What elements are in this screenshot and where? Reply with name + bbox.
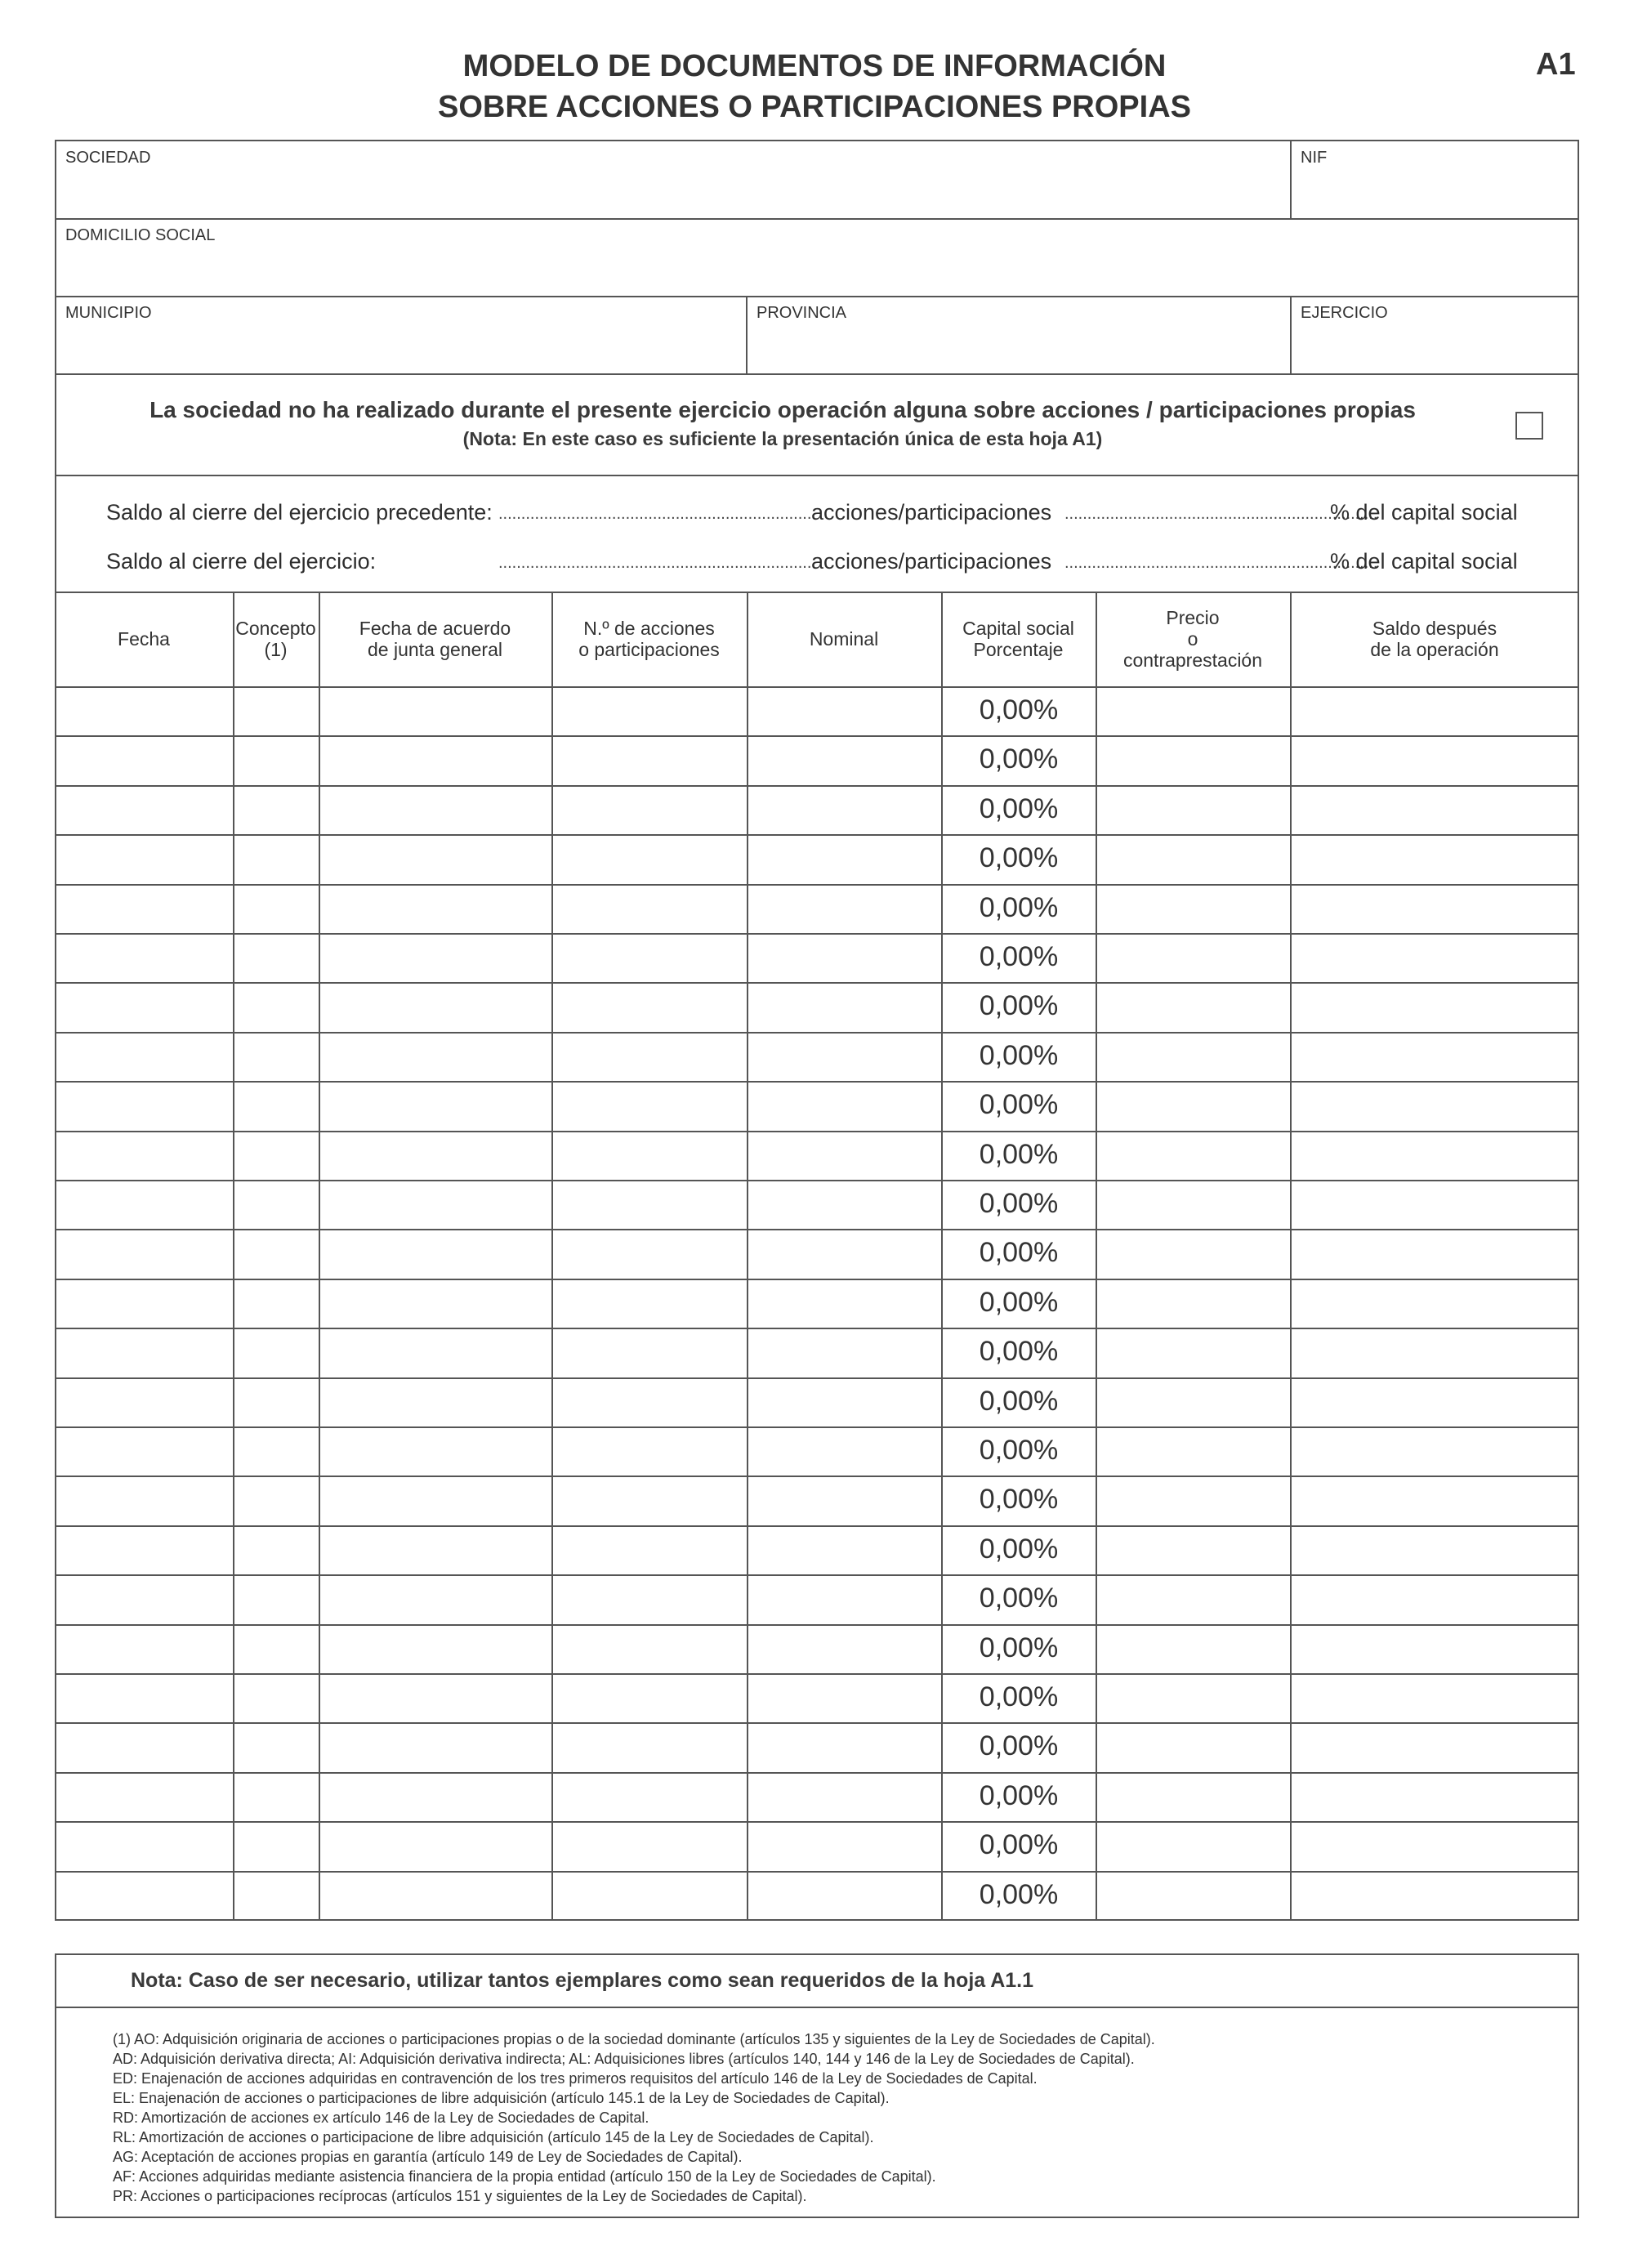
table-cell[interactable]: [554, 689, 744, 733]
table-cell[interactable]: [1098, 1380, 1288, 1424]
divider: [1290, 296, 1292, 375]
table-cell[interactable]: [1098, 738, 1288, 782]
saldo-prev-units: acciones/participaciones: [811, 500, 1052, 525]
table-cell[interactable]: [1098, 1577, 1288, 1621]
table-cell[interactable]: [749, 1528, 939, 1572]
column-header: [233, 592, 319, 686]
table-cell[interactable]: [235, 1528, 316, 1572]
capital-percentage-cell: 0,00%: [979, 842, 1059, 873]
legend-line: (1) AO: Adquisición originaria de acciones o participaciones propias o de la sociedad dominante (artículos 135 y siguientes de la Ley de Sociedades de Capital).: [113, 2031, 1155, 2047]
table-cell[interactable]: [1292, 837, 1577, 881]
saldo-prev-pct-value[interactable]: .....................................................................: [1064, 505, 1378, 523]
table-cell[interactable]: [321, 1429, 549, 1473]
column-header-line: Concepto: [235, 618, 316, 639]
row-divider: [55, 1279, 1579, 1280]
table-cell[interactable]: [1098, 886, 1288, 931]
capital-percentage-cell: 0,00%: [979, 743, 1059, 775]
row-divider: [55, 834, 1579, 836]
table-cell[interactable]: [321, 738, 549, 782]
column-header-line: Fecha: [118, 628, 170, 650]
capital-percentage-cell: 0,00%: [979, 1632, 1059, 1663]
table-cell[interactable]: [321, 1083, 549, 1127]
table-cell[interactable]: [321, 1133, 549, 1177]
table-cell[interactable]: [554, 1281, 744, 1325]
table-cell[interactable]: [1292, 1676, 1577, 1720]
table-cell[interactable]: [554, 1725, 744, 1769]
table-cell[interactable]: [57, 738, 230, 782]
row-divider: [55, 1180, 1579, 1181]
table-cell[interactable]: [57, 1676, 230, 1720]
table-cell[interactable]: [749, 1083, 939, 1127]
table-cell[interactable]: [1292, 1182, 1577, 1226]
table-cell[interactable]: [57, 837, 230, 881]
table-cell[interactable]: [749, 1330, 939, 1374]
table-cell[interactable]: [749, 1034, 939, 1078]
column-header: [55, 592, 233, 686]
table-cell[interactable]: [321, 689, 549, 733]
saldo-curr-value[interactable]: .....................................................................: [498, 554, 812, 572]
provincia-field[interactable]: PROVINCIA: [756, 304, 847, 322]
table-cell[interactable]: [749, 1429, 939, 1473]
table-cell[interactable]: [749, 1627, 939, 1671]
saldo-curr-pct-label: % del capital social: [1330, 549, 1518, 574]
table-cell[interactable]: [235, 1824, 316, 1868]
row-divider: [55, 1722, 1579, 1724]
saldo-prev-value[interactable]: .....................................................................: [498, 505, 812, 523]
table-cell[interactable]: [1292, 738, 1577, 782]
column-header-line: Saldo después: [1372, 618, 1497, 639]
title-line-2: SOBRE ACCIONES O PARTICIPACIONES PROPIAS: [438, 90, 1191, 124]
title-line-1: MODELO DE DOCUMENTOS DE INFORMACIÓN: [462, 49, 1167, 83]
table-cell[interactable]: [57, 1182, 230, 1226]
page-title: [0, 46, 1629, 127]
table-cell[interactable]: [1292, 1083, 1577, 1127]
capital-percentage-cell: 0,00%: [979, 1583, 1059, 1614]
column-divider: [233, 592, 234, 1920]
row-divider: [55, 1574, 1579, 1576]
table-cell[interactable]: [235, 738, 316, 782]
row-divider: [55, 1525, 1579, 1527]
table-cell[interactable]: [554, 1429, 744, 1473]
table-cell[interactable]: [235, 1281, 316, 1325]
saldo-curr-label: Saldo al cierre del ejercicio:: [106, 549, 377, 574]
table-cell[interactable]: [554, 1775, 744, 1819]
table-cell[interactable]: [235, 1182, 316, 1226]
table-cell[interactable]: [554, 1873, 744, 1918]
table-cell[interactable]: [235, 689, 316, 733]
table-cell[interactable]: [235, 1577, 316, 1621]
capital-percentage-cell: 0,00%: [979, 1188, 1059, 1219]
table-cell[interactable]: [57, 1429, 230, 1473]
table-cell[interactable]: [235, 1429, 316, 1473]
column-header-line: o: [1187, 628, 1198, 650]
table-cell[interactable]: [321, 984, 549, 1029]
table-cell[interactable]: [1292, 935, 1577, 980]
row-divider: [55, 1673, 1579, 1675]
table-cell[interactable]: [749, 1281, 939, 1325]
table-cell[interactable]: [1292, 788, 1577, 832]
table-cell[interactable]: [57, 1034, 230, 1078]
column-header: [941, 592, 1096, 686]
table-cell[interactable]: [235, 1034, 316, 1078]
row-divider: [55, 1081, 1579, 1083]
table-cell[interactable]: [235, 1775, 316, 1819]
table-cell[interactable]: [1292, 1478, 1577, 1522]
column-header-line: o participaciones: [578, 639, 720, 660]
row-divider: [55, 785, 1579, 787]
row-divider: [55, 1821, 1579, 1823]
table-cell[interactable]: [1292, 1429, 1577, 1473]
table-cell[interactable]: [235, 1873, 316, 1918]
column-header-line: de la operación: [1370, 639, 1499, 660]
capital-percentage-cell: 0,00%: [979, 941, 1059, 972]
column-divider: [551, 592, 553, 1920]
row-divider: [55, 884, 1579, 886]
table-cell[interactable]: [235, 837, 316, 881]
capital-percentage-cell: 0,00%: [979, 1139, 1059, 1170]
table-cell[interactable]: [1098, 1231, 1288, 1275]
table-cell[interactable]: [749, 837, 939, 881]
table-cell[interactable]: [57, 1231, 230, 1275]
table-cell[interactable]: [1292, 886, 1577, 931]
row-divider: [55, 1871, 1579, 1873]
table-cell[interactable]: [1098, 1676, 1288, 1720]
table-cell[interactable]: [321, 1873, 549, 1918]
footer-note: Nota: Caso de ser necesario, utilizar tantos ejemplares como sean requeridos de la hoja A1.1: [131, 1969, 1034, 1992]
capital-percentage-cell: 0,00%: [979, 1484, 1059, 1515]
table-cell[interactable]: [1098, 1429, 1288, 1473]
table-cell[interactable]: [554, 935, 744, 980]
legend-line: RL: Amortización de acciones o participacione de libre adquisición (artículo 145 de la Ley de Sociedades de Capital).: [113, 2129, 874, 2145]
table-cell[interactable]: [749, 738, 939, 782]
divider: [55, 296, 1579, 297]
table-cell[interactable]: [554, 886, 744, 931]
table-cell[interactable]: [1292, 1281, 1577, 1325]
table-cell[interactable]: [57, 1281, 230, 1325]
column-header-line: Fecha de acuerdo: [359, 618, 511, 639]
legend-line: ED: Enajenación de acciones adquiridas en contravención de los tres primeros requisitos del artículo 146 de la Ley de Sociedades de Capital.: [113, 2070, 1038, 2087]
table-cell[interactable]: [235, 1231, 316, 1275]
table-cell[interactable]: [1098, 1281, 1288, 1325]
table-cell[interactable]: [57, 1380, 230, 1424]
table-cell[interactable]: [1098, 1873, 1288, 1918]
table-cell[interactable]: [235, 1676, 316, 1720]
declaration-text: La sociedad no ha realizado durante el presente ejercicio operación alguna sobre acciones / participaciones propias: [150, 397, 1416, 422]
ejercicio-field[interactable]: EJERCICIO: [1301, 304, 1388, 322]
table-cell[interactable]: [749, 886, 939, 931]
column-header-line: (1): [264, 639, 288, 660]
legend-line: EL: Enajenación de acciones o participaciones de libre adquisición (artículo 145.1 de la Ley de Sociedades de Capital).: [113, 2090, 890, 2106]
table-cell[interactable]: [749, 1133, 939, 1177]
capital-percentage-cell: 0,00%: [979, 1336, 1059, 1367]
table-cell[interactable]: [554, 1083, 744, 1127]
column-header-line: Precio: [1166, 607, 1220, 628]
table-cell[interactable]: [57, 1627, 230, 1671]
table-cell[interactable]: [1098, 1725, 1288, 1769]
table-cell[interactable]: [554, 1627, 744, 1671]
table-cell[interactable]: [554, 1577, 744, 1621]
legend-line: AD: Adquisición derivativa directa; AI: Adquisición derivativa indirecta; AL: Adquisiciones libres (artículos 140, 144 y 146 de la Ley de Sociedades de Capital).: [113, 2051, 1135, 2067]
table-cell[interactable]: [749, 1775, 939, 1819]
capital-percentage-cell: 0,00%: [979, 1780, 1059, 1811]
table-cell[interactable]: [1098, 837, 1288, 881]
table-cell[interactable]: [321, 1627, 549, 1671]
table-cell[interactable]: [554, 1034, 744, 1078]
table-cell[interactable]: [235, 1478, 316, 1522]
table-cell[interactable]: [57, 1577, 230, 1621]
table-cell[interactable]: [321, 1231, 549, 1275]
table-cell[interactable]: [554, 1824, 744, 1868]
table-cell[interactable]: [1098, 1182, 1288, 1226]
capital-percentage-cell: 0,00%: [979, 694, 1059, 725]
column-header-line: Nominal: [809, 628, 879, 650]
row-divider: [55, 735, 1579, 737]
table-cell[interactable]: [235, 886, 316, 931]
column-header: [319, 592, 551, 686]
table-cell[interactable]: [321, 837, 549, 881]
table-cell[interactable]: [321, 1380, 549, 1424]
capital-percentage-cell: 0,00%: [979, 1829, 1059, 1860]
table-cell[interactable]: [1292, 689, 1577, 733]
table-cell[interactable]: [1098, 1083, 1288, 1127]
legend-line: AF: Acciones adquiridas mediante asistencia financiera de la propia entidad (artículo 150 de la Ley de Sociedades de Capital).: [113, 2168, 936, 2185]
divider: [55, 2007, 1579, 2008]
row-divider: [55, 1131, 1579, 1132]
table-cell[interactable]: [1098, 1330, 1288, 1374]
table-cell[interactable]: [321, 1034, 549, 1078]
table-cell[interactable]: [749, 1676, 939, 1720]
table-cell[interactable]: [1098, 935, 1288, 980]
row-divider: [55, 1772, 1579, 1774]
municipio-field[interactable]: MUNICIPIO: [65, 304, 152, 322]
saldo-prev-pct-label: % del capital social: [1330, 500, 1518, 525]
row-divider: [55, 1476, 1579, 1477]
table-cell[interactable]: [749, 689, 939, 733]
column-header: [747, 592, 941, 686]
table-cell[interactable]: [235, 935, 316, 980]
column-header: [1290, 592, 1579, 686]
divider: [746, 296, 748, 375]
identification-box: [55, 140, 1579, 375]
table-cell[interactable]: [554, 837, 744, 881]
table-cell[interactable]: [321, 788, 549, 832]
table-cell[interactable]: [749, 788, 939, 832]
column-divider: [1290, 592, 1292, 1920]
table-cell[interactable]: [1292, 1330, 1577, 1374]
table-cell[interactable]: [1098, 1133, 1288, 1177]
table-cell[interactable]: [57, 1330, 230, 1374]
no-operations-checkbox[interactable]: [1515, 412, 1543, 440]
table-cell[interactable]: [1292, 1873, 1577, 1918]
table-cell[interactable]: [749, 935, 939, 980]
table-cell[interactable]: [1292, 1380, 1577, 1424]
table-cell[interactable]: [554, 1380, 744, 1424]
table-cell[interactable]: [554, 738, 744, 782]
table-cell[interactable]: [57, 1775, 230, 1819]
table-cell[interactable]: [749, 1380, 939, 1424]
capital-percentage-cell: 0,00%: [979, 1534, 1059, 1565]
table-cell[interactable]: [749, 1873, 939, 1918]
table-cell[interactable]: [321, 1775, 549, 1819]
column-header-line: Porcentaje: [973, 639, 1064, 660]
legend-line: RD: Amortización de acciones ex artículo 146 de la Ley de Sociedades de Capital.: [113, 2110, 649, 2126]
table-cell[interactable]: [235, 984, 316, 1029]
table-cell[interactable]: [1292, 1577, 1577, 1621]
table-cell[interactable]: [235, 1133, 316, 1177]
column-header: [1096, 592, 1290, 686]
capital-percentage-cell: 0,00%: [979, 1730, 1059, 1761]
column-header-line: de junta general: [368, 639, 502, 660]
column-header-line: contraprestación: [1122, 650, 1263, 671]
column-divider: [319, 592, 320, 1920]
table-cell[interactable]: [321, 1725, 549, 1769]
table-cell[interactable]: [235, 1380, 316, 1424]
table-cell[interactable]: [1098, 1478, 1288, 1522]
capital-percentage-cell: 0,00%: [979, 1681, 1059, 1712]
table-cell[interactable]: [321, 1676, 549, 1720]
row-divider: [55, 1229, 1579, 1230]
table-cell[interactable]: [235, 1330, 316, 1374]
table-cell[interactable]: [57, 935, 230, 980]
row-divider: [55, 1426, 1579, 1428]
concept-legend: [113, 2029, 1155, 2206]
table-cell[interactable]: [235, 1083, 316, 1127]
sociedad-field[interactable]: SOCIEDAD: [65, 149, 151, 167]
table-cell[interactable]: [749, 1824, 939, 1868]
legend-line: AG: Aceptación de acciones propias en garantía (artículo 149 de Ley de Sociedades de Capital).: [113, 2149, 743, 2165]
table-cell[interactable]: [554, 788, 744, 832]
table-cell[interactable]: [235, 1725, 316, 1769]
row-divider: [55, 933, 1579, 935]
table-cell[interactable]: [1292, 1824, 1577, 1868]
table-cell[interactable]: [749, 1577, 939, 1621]
table-cell[interactable]: [57, 1083, 230, 1127]
table-cell[interactable]: [1292, 1034, 1577, 1078]
capital-percentage-cell: 0,00%: [979, 1287, 1059, 1318]
table-cell[interactable]: [57, 984, 230, 1029]
table-cell[interactable]: [235, 1627, 316, 1671]
column-header-line: Capital social: [962, 618, 1074, 639]
table-cell[interactable]: [57, 788, 230, 832]
table-cell[interactable]: [57, 1528, 230, 1572]
table-cell[interactable]: [321, 1182, 549, 1226]
table-cell[interactable]: [57, 1478, 230, 1522]
capital-percentage-cell: 0,00%: [979, 990, 1059, 1021]
table-cell[interactable]: [1292, 1725, 1577, 1769]
table-cell[interactable]: [321, 1824, 549, 1868]
table-cell[interactable]: [1098, 1775, 1288, 1819]
table-cell[interactable]: [1292, 1133, 1577, 1177]
table-cell[interactable]: [749, 1231, 939, 1275]
table-cell[interactable]: [57, 1824, 230, 1868]
table-cell[interactable]: [749, 1182, 939, 1226]
table-cell[interactable]: [554, 1133, 744, 1177]
table-cell[interactable]: [321, 1528, 549, 1572]
row-divider: [55, 1377, 1579, 1379]
capital-percentage-cell: 0,00%: [979, 1435, 1059, 1466]
row-divider: [55, 1624, 1579, 1626]
capital-percentage-cell: 0,00%: [979, 1386, 1059, 1417]
form-code: A1: [1536, 47, 1576, 82]
saldo-prev-label: Saldo al cierre del ejercicio precedente:: [106, 500, 493, 525]
table-cell[interactable]: [1292, 1627, 1577, 1671]
table-cell[interactable]: [554, 984, 744, 1029]
table-cell[interactable]: [321, 1281, 549, 1325]
capital-percentage-cell: 0,00%: [979, 1089, 1059, 1120]
column-header: [551, 592, 747, 686]
row-divider: [55, 1328, 1579, 1329]
table-cell[interactable]: [554, 1231, 744, 1275]
table-cell[interactable]: [1098, 1627, 1288, 1671]
declaration-note: (Nota: En este caso es suficiente la presentación única de esta hoja A1): [462, 428, 1103, 449]
table-cell[interactable]: [321, 886, 549, 931]
table-cell[interactable]: [321, 1478, 549, 1522]
nif-field[interactable]: NIF: [1301, 149, 1328, 167]
table-cell[interactable]: [554, 1182, 744, 1226]
saldo-curr-units: acciones/participaciones: [811, 549, 1052, 574]
table-cell[interactable]: [57, 1873, 230, 1918]
table-cell[interactable]: [749, 1478, 939, 1522]
table-cell[interactable]: [57, 1133, 230, 1177]
table-cell[interactable]: [554, 1478, 744, 1522]
table-cell[interactable]: [1292, 1528, 1577, 1572]
table-cell[interactable]: [321, 935, 549, 980]
table-cell[interactable]: [749, 984, 939, 1029]
table-cell[interactable]: [554, 1330, 744, 1374]
domicilio-field[interactable]: DOMICILIO SOCIAL: [65, 226, 216, 244]
table-cell[interactable]: [1098, 1034, 1288, 1078]
saldo-curr-pct-value[interactable]: .....................................................................: [1064, 554, 1378, 572]
capital-percentage-cell: 0,00%: [979, 1879, 1059, 1910]
capital-percentage-cell: 0,00%: [979, 1237, 1059, 1268]
capital-percentage-cell: 0,00%: [979, 892, 1059, 923]
divider: [1290, 140, 1292, 218]
table-cell[interactable]: [1098, 1824, 1288, 1868]
row-divider: [55, 1032, 1579, 1034]
saldo-box: [55, 475, 1579, 593]
table-cell[interactable]: [1098, 689, 1288, 733]
table-cell[interactable]: [1098, 1528, 1288, 1572]
table-cell[interactable]: [235, 788, 316, 832]
divider: [55, 218, 1579, 220]
column-divider: [747, 592, 748, 1920]
table-cell[interactable]: [554, 1676, 744, 1720]
column-header-line: N.º de acciones: [583, 618, 715, 639]
table-cell[interactable]: [321, 1330, 549, 1374]
declaration-box: [55, 373, 1579, 476]
table-cell[interactable]: [1098, 788, 1288, 832]
table-cell[interactable]: [1292, 1231, 1577, 1275]
table-cell[interactable]: [321, 1577, 549, 1621]
table-cell[interactable]: [57, 689, 230, 733]
table-cell[interactable]: [57, 886, 230, 931]
table-cell[interactable]: [554, 1528, 744, 1572]
legend-line: PR: Acciones o participaciones recíprocas (artículos 151 y siguientes de la Ley de Sociedades de Capital).: [113, 2188, 807, 2204]
capital-percentage-cell: 0,00%: [979, 1040, 1059, 1071]
table-cell[interactable]: [1292, 984, 1577, 1029]
table-cell[interactable]: [1292, 1775, 1577, 1819]
table-cell[interactable]: [57, 1725, 230, 1769]
row-divider: [55, 686, 1579, 688]
row-divider: [55, 982, 1579, 984]
table-cell[interactable]: [749, 1725, 939, 1769]
capital-percentage-cell: 0,00%: [979, 793, 1059, 824]
table-cell[interactable]: [1098, 984, 1288, 1029]
